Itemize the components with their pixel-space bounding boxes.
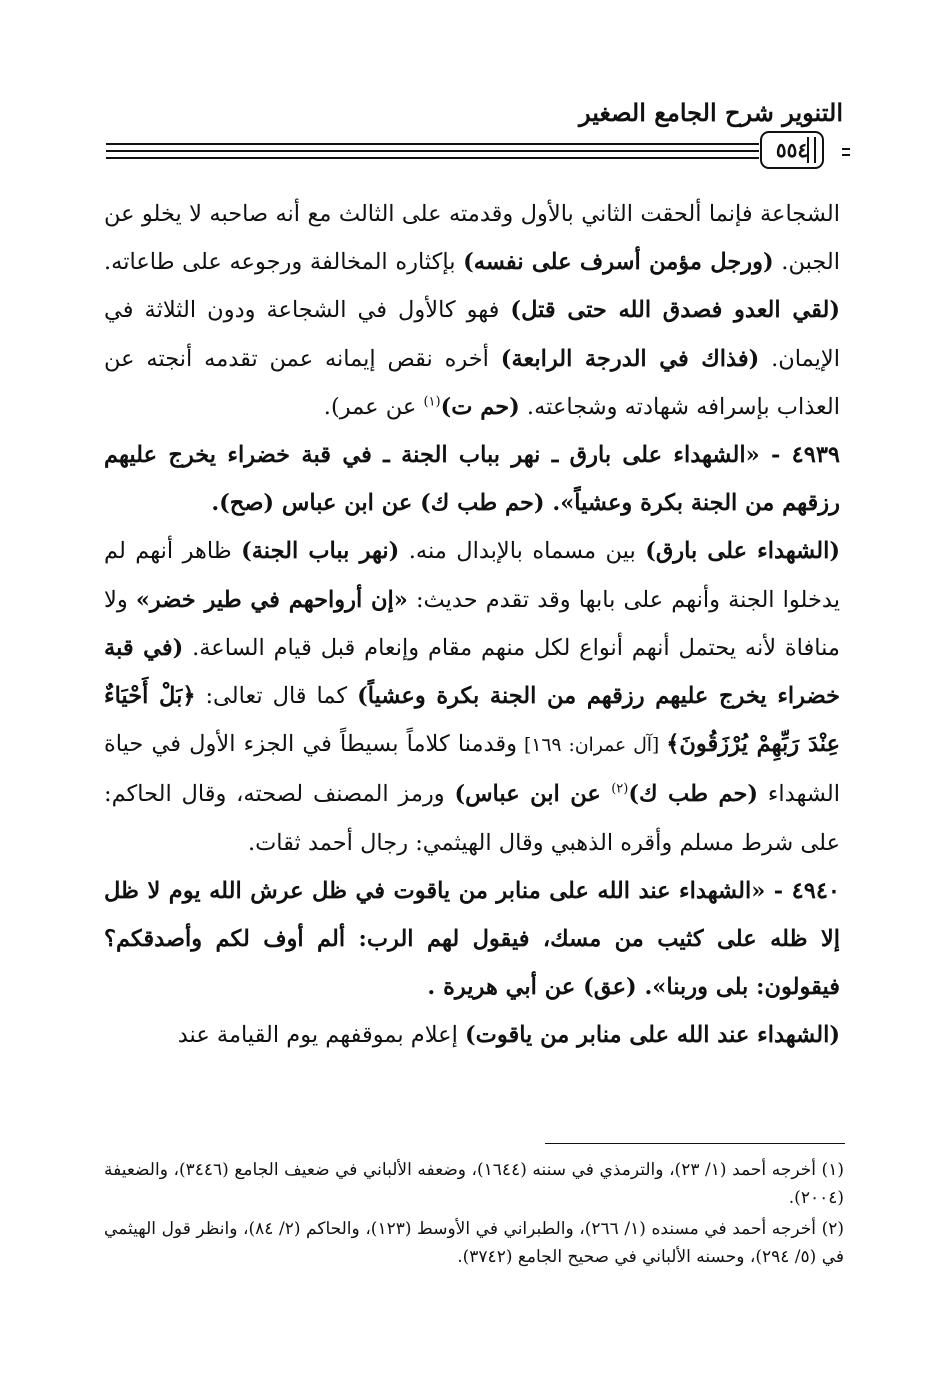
commentary-paragraph: (الشهداء على بارق) بين مسماه بالإبدال منه. (نهر بباب الجنة) ظاهر أنهم لم يدخلوا الجنة وأنهم على بابها وقد تقدم حديث: «إن أرواحهم في طير خضر» ولا منافاة لأنه يحتمل أنهم أنواع لكل منهم مقام وإنعام قبل قيام الساعة. (في قبة خضراء يخرج عليهم رزقهم من الجنة بكرة وعشياً) كما قال تعالى: ﴿بَلْ أَحْيَاءٌ عِنْدَ رَبِّهِمْ يُرْزَقُونَ﴾ [آل عمران: ١٦٩] وقدمنا كلاماً بسيطاً في الجزء الأول في حياة الشهداء (حم طب ك)$^{(٢)}$ عن ابن عباس) ورمز المصنف لصحته، وقال الحاكم: على شرط مسلم وأقره الذهبي وقال الهيثمي: رجال أحمد ثقات. (104, 538, 841, 856)
header-rule (106, 150, 759, 152)
commentary-paragraph: (الشهداء عند الله على منابر من ياقوت) إعلام بموقفهم يوم القيامة عند (177, 1022, 840, 1049)
verse-reference: [آل عمران: ١٦٩] (516, 735, 667, 757)
running-title: التنوير شرح الجامع الصغير (579, 98, 843, 127)
frame-bar (807, 137, 816, 163)
footnote-ref: (١) (423, 394, 441, 410)
main-text (104, 190, 840, 1060)
header-rule (842, 148, 850, 150)
hadith-4940: ٤٩٤٠ - «الشهداء عند الله على منابر من ياقوت في ظل عرش الله يوم لا ظل إلا ظله على كثيب من مسك، فيقول لهم الرب: ألم أوف لكم وأصدقكم؟ فيقولون: بلى وربنا». (عق) عن أبي هريرة . (104, 877, 840, 1001)
footnotes (104, 1156, 844, 1274)
footnote-1: (١) أخرجه أحمد (١/ ٢٣)، والترمذي في سننه (١٦٤٤)، وضعفه الألباني في ضعيف الجامع (٣٤٤٦)، والضعيفة (٢٠٠٤). (104, 1160, 844, 1208)
header-rule (842, 154, 850, 156)
header-rule (106, 157, 759, 159)
page-number-frame (760, 131, 824, 169)
footnote-2: (٢) أخرجه أحمد في مسنده (١/ ٢٦٦)، والطبراني في الأوسط (١٢٣)، والحاكم (٢/ ٨٤)، وانظر قول الهيثمي في (٥/ ٢٩٤)، وحسنه الألباني في صحيح الجامع (٣٧٤٢). (104, 1219, 844, 1267)
header-rule (106, 143, 759, 145)
footnote-separator (545, 1143, 845, 1144)
page-number: ٥٥٤ (775, 138, 809, 162)
quran-verse: ﴿بَلْ أَحْيَاءٌ عِنْدَ رَبِّهِمْ يُرْزَقُونَ﴾ (104, 683, 841, 758)
commentary-paragraph: الشجاعة فإنما ألحقت الثاني بالأول وقدمته على الثالث مع أنه صاحبه لا يخلو عن الجبن. (ورجل مؤمن أسرف على نفسه) بإكثاره المخالفة ورجوعه على طاعاته. (لقي العدو فصدق الله حتى قتل) فهو كالأول في الشجاعة ودون الثلاثة في الإيمان. (فذاك في الدرجة الرابعة) أخره نقص إيمانه عمن تقدمه أنجته عن العذاب بإسرافه شهادته وشجاعته. (حم ت)$^{(١)}$ عن عمر). (104, 201, 840, 420)
hadith-4939: ٤٩٣٩ - «الشهداء على بارق ـ نهر بباب الجنة ـ في قبة خضراء يخرج عليهم رزقهم من الجنة بكرة وعشياً». (حم طب ك) عن ابن عباس (صح). (104, 442, 840, 517)
footnote-ref: (٢) (611, 781, 629, 797)
